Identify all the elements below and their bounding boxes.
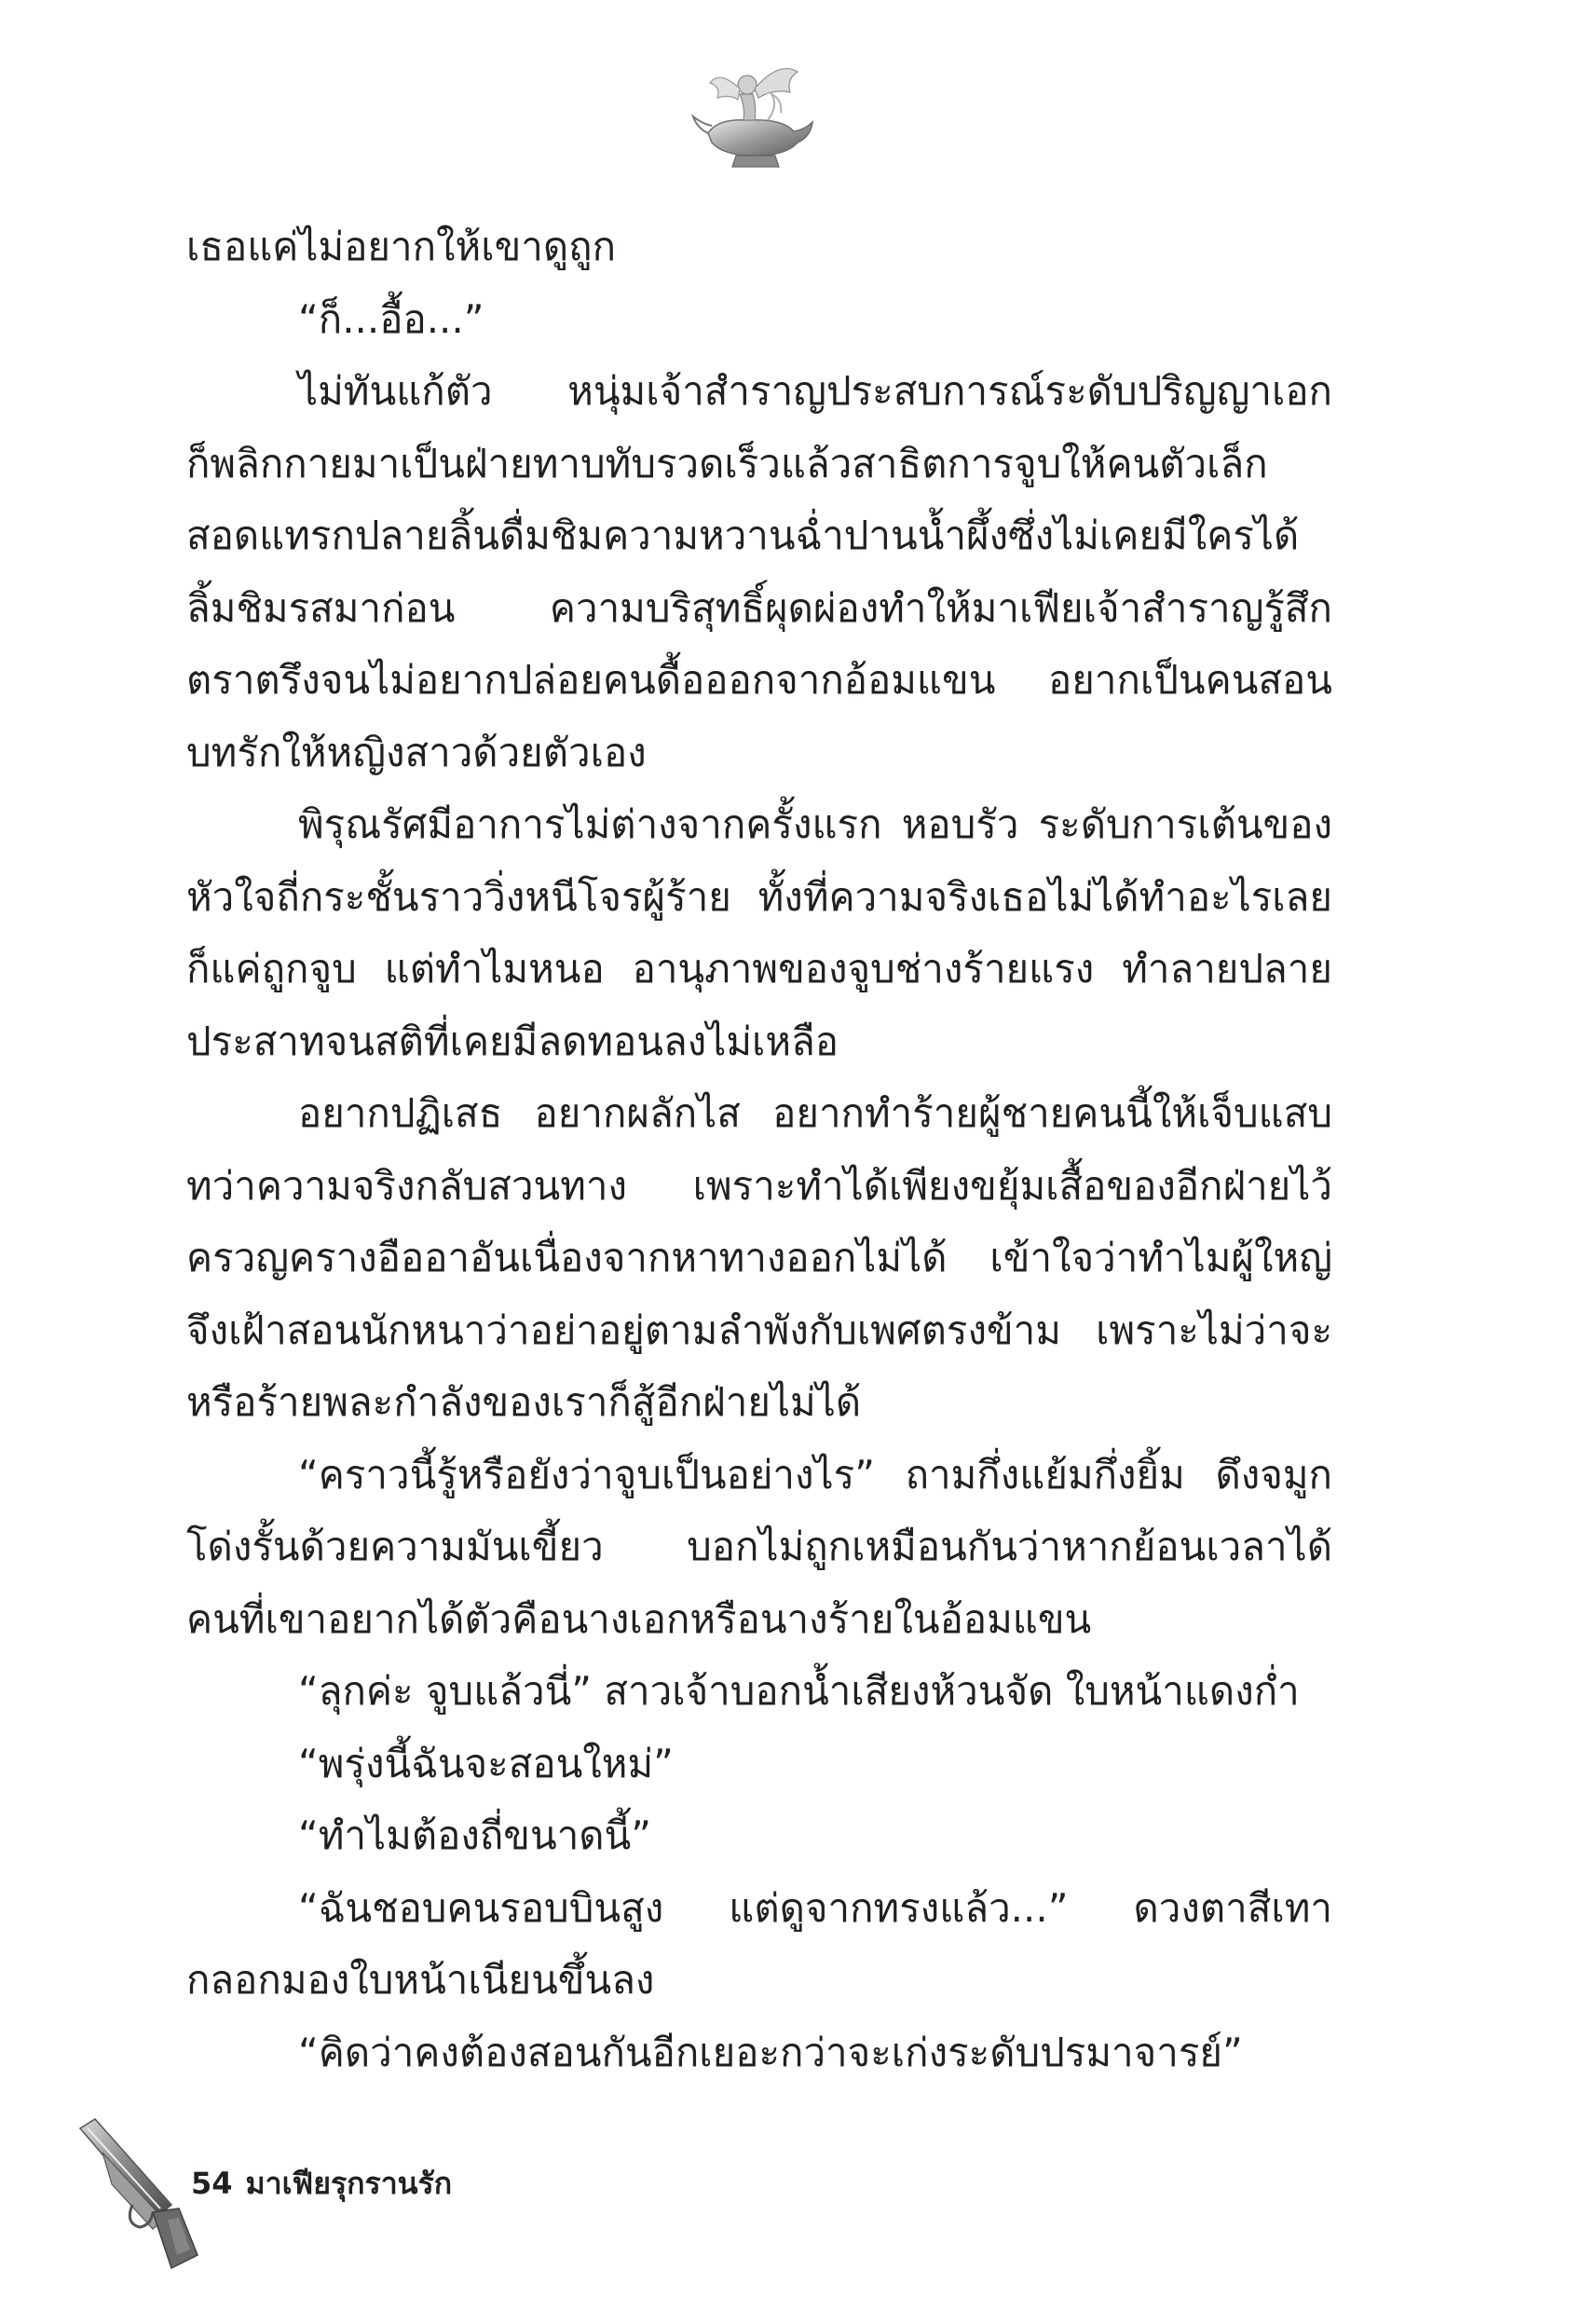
text-line: หรือร้ายพละกำลังของเราก็สู้อีกฝ่ายไม่ได้: [186, 1379, 862, 1425]
text-line: ไม่ทันแก้ตัว หนุ่มเจ้าสำราญประสบการณ์ระดับปริญญาเอก: [298, 368, 1332, 414]
text-line: ตราตรึงจนไม่อยากปล่อยคนดื้อออกจากอ้อมแขน อยากเป็นคนสอน: [186, 657, 1332, 703]
text-line: กลอกมองใบหน้าเนียนขึ้นลง: [186, 1957, 655, 2003]
text-line: หัวใจถี่กระชั้นราววิ่งหนีโจรผู้ร้าย ทั้งที่ความจริงเธอไม่ได้ทำอะไรเลย: [186, 873, 1332, 920]
text-line: อยากปฏิเสธ อยากผลักไส อยากทำร้ายผู้ชายคนนี้ให้เจ็บแสบ: [298, 1090, 1332, 1136]
chapter-body-text: [186, 211, 1332, 2088]
page-number: 54: [191, 2166, 233, 2201]
page-footer: [191, 2160, 452, 2208]
text-line: พิรุณรัศมีอาการไม่ต่างจากครั้งแรก หอบรัว ระดับการเต้นของ: [298, 801, 1332, 847]
text-line: “พรุ่งนี้ฉันจะสอนใหม่”: [298, 1740, 674, 1786]
pistol-icon: [75, 2115, 205, 2274]
text-line: ก็แค่ถูกจูบ แต่ทำไมหนอ อานุภาพของจูบช่างร้ายแรง ทำลายปลาย: [186, 946, 1332, 991]
text-line: “คิดว่าคงต้องสอนกันอีกเยอะกว่าจะเก่งระดับปรมาจารย์”: [298, 2029, 1243, 2075]
text-line: โด่งรั้นด้วยความมันเขี้ยว บอกไม่ถูกเหมือนกันว่าหากย้อนเวลาได้: [186, 1524, 1332, 1569]
text-line: “คราวนี้รู้หรือยังว่าจูบเป็นอย่างไร” ถามกึ่งแย้มกึ่งยิ้ม ดึงจมูก: [298, 1451, 1332, 1497]
text-line: ครวญครางอืออาอันเนื่องจากหาทางออกไม่ได้ เข้าใจว่าทำไมผู้ใหญ่: [186, 1235, 1332, 1280]
text-line: ก็พลิกกายมาเป็นฝ่ายทาบทับรวดเร็วแล้วสาธิตการจูบให้คนตัวเล็ก: [186, 440, 1268, 486]
text-line: บทรักให้หญิงสาวด้วยตัวเอง: [186, 729, 647, 775]
text-line: ทว่าความจริงกลับสวนทาง เพราะทำได้เพียงขยุ้มเสื้อของอีกฝ่ายไว้: [186, 1162, 1332, 1209]
text-line: สอดแทรกปลายลิ้นดื่มชิมความหวานฉ่ำปานน้ำผึ้งซึ่งไม่เคยมีใครได้: [186, 513, 1300, 558]
text-line: เธอแค่ไม่อยากให้เขาดูถูก: [186, 224, 617, 269]
book-title: มาเฟียรุกรานรัก: [245, 2166, 453, 2201]
text-line: จึงเฝ้าสอนนักหนาว่าอย่าอยู่ตามลำพังกับเพศตรงข้าม เพราะไม่ว่าจะ: [186, 1306, 1332, 1353]
text-line: “ฉันชอบคนรอบบินสูง แต่ดูจากทรงแล้ว...” ดวงตาสีเทา: [298, 1884, 1332, 1931]
text-line: “ทำไมต้องถี่ขนาดนี้”: [298, 1812, 652, 1858]
text-line: ประสาทจนสติที่เคยมีลดทอนลงไม่เหลือ: [186, 1018, 839, 1064]
text-line: ลิ้มชิมรสมาก่อน ความบริสุทธิ์ผุดผ่องทำให้มาเฟียเจ้าสำราญรู้สึก: [186, 584, 1332, 631]
cupid-genie-lamp-icon: [689, 51, 820, 172]
text-line: “ก็...อื้อ...”: [298, 295, 484, 342]
text-line: “ลุกค่ะ จูบแล้วนี่” สาวเจ้าบอกน้ำเสียงห้วนจัด ใบหน้าแดงก่ำ: [298, 1668, 1300, 1714]
text-line: คนที่เขาอยากได้ตัวคือนางเอกหรือนางร้ายในอ้อมแขน: [186, 1595, 1092, 1642]
